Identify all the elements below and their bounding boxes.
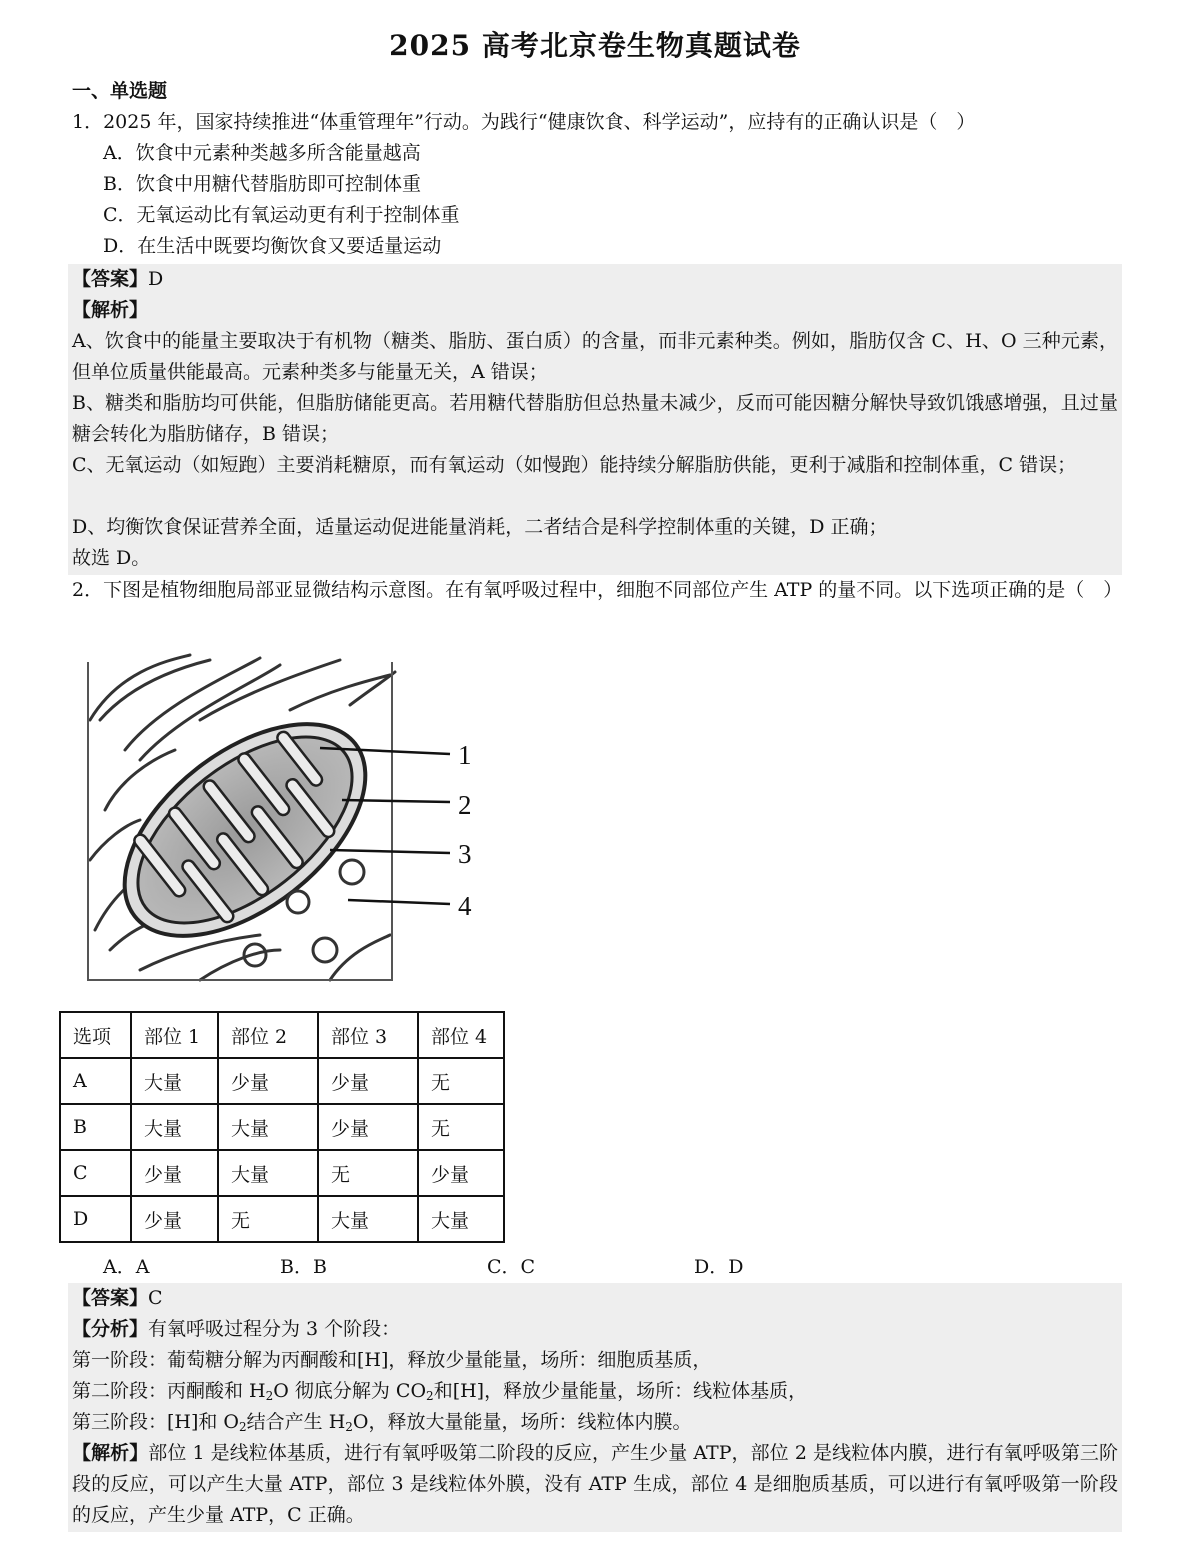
table-header-cell: 部位 1 (131, 1012, 218, 1058)
table-header-cell: 部位 4 (418, 1012, 504, 1058)
q2-options-table (59, 1011, 505, 1243)
table-cell: 少量 (131, 1150, 218, 1196)
stage2-text-a: 第二阶段：丙酮酸和 H (72, 1380, 266, 1402)
table-cell: 少量 (131, 1196, 218, 1242)
table-cell: D (60, 1196, 131, 1242)
table-row (60, 1150, 504, 1196)
table-cell: 大量 (218, 1150, 318, 1196)
q1-option-d: D．在生活中既要均衡饮食又要适量运动 (103, 235, 442, 257)
table-row (60, 1196, 504, 1242)
mitochondrion-figure (80, 650, 500, 990)
subscript: 2 (265, 1389, 274, 1403)
q1-answer-label: 【答案】 (72, 268, 149, 290)
q2-stage-1: 第一阶段：葡萄糖分解为丙酮酸和[H]，释放少量能量，场所：细胞质基质， (72, 1349, 712, 1371)
stage2-text-b: O 彻底分解为 CO (273, 1380, 427, 1402)
section-heading: 一、单选题 (72, 80, 168, 102)
figure-label-1: 1 (458, 740, 472, 770)
subscript: 2 (345, 1420, 353, 1434)
table-cell: A (60, 1058, 131, 1104)
q2-stage-3 (72, 1407, 691, 1438)
table-cell: 少量 (418, 1150, 504, 1196)
table-cell: 少量 (318, 1058, 418, 1104)
table-row (60, 1058, 504, 1104)
q1-analysis-label: 【解析】 (72, 299, 149, 321)
q2-analysis-heading (72, 1314, 400, 1345)
page-title: 2025 高考北京卷生物真题试卷 (389, 29, 801, 62)
figure-label-2: 2 (458, 790, 472, 820)
table-cell: 大量 (318, 1196, 418, 1242)
q1-analysis-conclusion: 故选 D。 (72, 547, 151, 569)
stage2-text-c: 和[H]，释放少量能量，场所：线粒体基质， (433, 1380, 808, 1402)
q2-answer (72, 1283, 163, 1314)
q2-stage-2 (72, 1376, 807, 1407)
q1-option-b: B．饮食中用糖代替脂肪即可控制体重 (103, 173, 421, 195)
q2-explanation (72, 1438, 1118, 1531)
table-cell: C (60, 1150, 131, 1196)
table-cell: 无 (418, 1104, 504, 1150)
q2-stem: 2．下图是植物细胞局部亚显微结构示意图。在有氧呼吸过程中，细胞不同部位产生 ATP 的量不同。以下选项正确的是（ ） (72, 579, 1123, 601)
q2-answer-value: C (148, 1287, 163, 1309)
table-cell: 无 (318, 1150, 418, 1196)
table-cell: 无 (418, 1058, 504, 1104)
q1-answer (72, 264, 163, 295)
q1-analysis-d: D、均衡饮食保证营养全面，适量运动促进能量消耗，二者结合是科学控制体重的关键，D 正确； (72, 516, 888, 538)
table-cell: 少量 (318, 1104, 418, 1150)
figure-label-4: 4 (458, 891, 472, 921)
table-header-cell: 选项 (60, 1012, 131, 1058)
table-header-row (60, 1012, 504, 1058)
q2-analysis-intro: 有氧呼吸过程分为 3 个阶段： (148, 1318, 401, 1340)
table-cell: 大量 (131, 1058, 218, 1104)
table-header-cell: 部位 3 (318, 1012, 418, 1058)
table-cell: 大量 (418, 1196, 504, 1242)
table-cell: 大量 (131, 1104, 218, 1150)
q2-choice-c: C．C (487, 1256, 536, 1278)
q2-explain-label: 【解析】 (72, 1442, 149, 1464)
q2-choice-a: A．A (103, 1256, 150, 1278)
stage3-text-b: 结合产生 H (246, 1411, 346, 1433)
q2-explain-text: 部位 1 是线粒体基质，进行有氧呼吸第二阶段的反应，产生少量 ATP，部位 2 是线粒体内膜，进行有氧呼吸第三阶段的反应，可以产生大量 ATP，部位 3 是线粒体外膜，没有 ATP 生成，部位 4 是细胞质基质，可以进行有氧呼吸第一阶段的反应，产生少量 ATP，C 正确。 (72, 1442, 1118, 1526)
q1-answer-value: D (148, 268, 164, 290)
stage3-text-a: 第三阶段：[H]和 O (72, 1411, 240, 1433)
q1-analysis-c: C、无氧运动（如短跑）主要消耗糖原，而有氧运动（如慢跑）能持续分解脂肪供能，更利于减脂和控制体重，C 错误； (72, 454, 1077, 476)
q1-analysis-b: B、糖类和脂肪均可供能，但脂肪储能更高。若用糖代替脂肪但总热量未减少，反而可能因糖分解快导致饥饿感增强，且过量糖会转化为脂肪储存，B 错误； (72, 392, 1118, 445)
q1-analysis-a: A、饮食中的能量主要取决于有机物（糖类、脂肪、蛋白质）的含量，而非元素种类。例如，脂肪仅含 C、H、O 三种元素，但单位质量供能最高。元素种类多与能量无关，A 错误； (72, 330, 1118, 383)
table-cell: 大量 (218, 1104, 318, 1150)
stage3-text-c: O，释放大量能量，场所：线粒体内膜。 (352, 1411, 692, 1433)
table-cell: 少量 (218, 1058, 318, 1104)
q2-analysis-label: 【分析】 (72, 1318, 149, 1340)
figure-label-3: 3 (458, 839, 472, 869)
mitochondrion (87, 682, 404, 977)
table-row (60, 1104, 504, 1150)
table-cell: B (60, 1104, 131, 1150)
table-header-cell: 部位 2 (218, 1012, 318, 1058)
q1-option-a: A．饮食中元素种类越多所含能量越高 (103, 142, 421, 164)
q1-stem: 1．2025 年，国家持续推进“体重管理年”行动。为践行“健康饮食、科学运动”，应持有的正确认识是（ ） (72, 111, 976, 133)
q2-choice-b: B．B (280, 1256, 327, 1278)
subscript: 2 (239, 1420, 247, 1434)
q2-choice-d: D．D (694, 1256, 744, 1278)
q2-answer-label: 【答案】 (72, 1287, 149, 1309)
table-cell: 无 (218, 1196, 318, 1242)
q1-option-c: C．无氧运动比有氧运动更有利于控制体重 (103, 204, 460, 226)
subscript: 2 (426, 1389, 434, 1403)
